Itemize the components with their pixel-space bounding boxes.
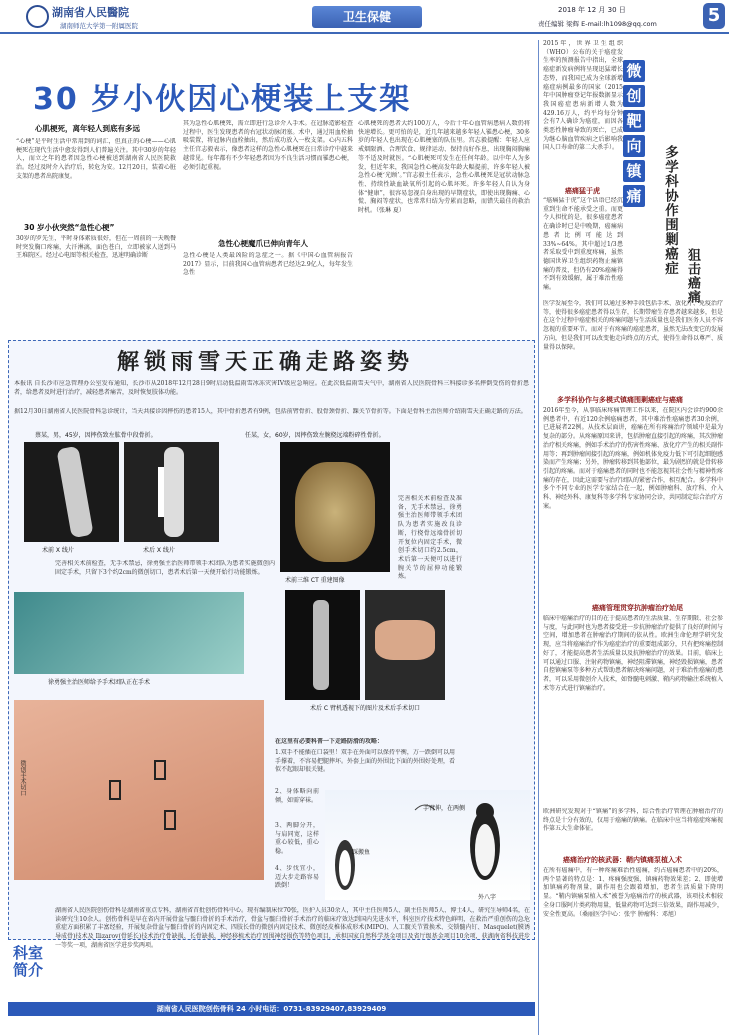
right-heading-1: 癌痛猛于虎 [565,187,600,195]
article1-col1: “心梗”是平时生活中常用到的词汇，但真正的心梗——心肌梗死在现代生活中愈发得到人们普遍关注。其中30岁的年轻人，而立之年的患者因急性心梗被送到湖南省人民医院救治。经过及时介入治疗后，转危为安。12月20日，装着心脏支架的患者出院康复。 [16,138,176,180]
boxed-title: 解锁雨雪天正确走路姿势 [117,349,415,375]
right-subtitle-2: 狙击癌痛 [685,248,700,304]
hospital-subtitle: 湖南师范大学第一附属医院 [60,22,138,30]
department-intro-text: 湖南省人民医院创伤骨科是湖南省重点专科，湖南省首批创伤骨科中心。现有编制床位70张，医护人员30余人，其中主任医师5人、副主任医师5人、博士4人，研究生导师4名，在读研究生10余人。创伤骨科是早在省内开展骨盆与髋臼骨折的手术治疗，骨盆与髋臼骨折手术治疗的临床疗效达到国内先进水平，科室医疗技术特色鲜明，在救治严重创伤的急危重症方面积累了丰富经验，开展复杂骨盆与髋臼骨折的内固定术、四肢长骨的微创内固定技术、微创经皮椎体成形术(MIPO)、人工髋关节置换术、交锁髓内钉、Masquelet(膜诱导成骨)技术及 Ilizarov(骨延长)技术治疗骨缺损、长骨缺损、神经移植术治疗周围神经损伤等特色项目，承担国家自然科学基金项目及省厅级基金项目10余项，获湖南省科技进步一等奖一项，湖南省医学进步奖两项。 [55,907,530,949]
tips-text: 1.双手不能插在口袋里！双手在外面可以保持平衡，万一跌倒可以用手撑着，不容易把腿摔坏。外套上面的外围比下面的外围好处理，看似不起眼却很关键。 [275,749,455,774]
article1-col1b: 30岁的罗先生，平时身体素质很好，但在一周前的一天晚餐时突发胸口疼痛，大汗淋漓，面色苍白，立即被家人送到马王堆院区。经过心电图等相关检查，迅速明确诊断 [16,235,176,260]
label-feet: 外八字 [478,894,497,901]
boxed-intro2: 据12月30日湖南省人民医院骨科急诊统计，当天共接诊因摔伤的患者15人，其中骨折患者有9例，包括前臂骨折、股骨颈骨折、踝关节骨折等。下面是骨科主治医师介绍雨雪天正确走路的方法。 [14,408,527,415]
hospital-seal-icon [26,5,49,28]
page-header [0,0,729,34]
tips-title: 在这里有必要科普一下走路防滑的攻略： [275,738,384,745]
right-title-chars [623,60,645,210]
right-p6: 欧洲研究发现对于“镇痛”的多学科，综合性治疗管理在肿瘤治疗的终点是十分有效的，仅用于癌痛的镇痛。在临床中应当将癌症疼痛视作第五大生命体征。 [543,808,723,833]
ct-caption: 术前三维 CT 重建图像 [285,577,345,584]
boxed-intro: 本报讯 自长沙市应急管理办公室发布通知，长沙市从2018年12月28日9时启动低温雨雪冰冻灾害IV级应急响应。在此次低温雨雪天气中，湖南省人民医院骨科三科接诊多名摔倒受伤的骨折患者，给患者及时进行治疗，减轻患者痛苦，及时恢复肢体功能。 [14,380,529,396]
right-heading-4: 癌痛治疗的核武器：鞘内镇痛泵植入术 [563,856,682,864]
editor-info: 责任编辑 梁辉 E-mail:lh1098@qq.com [538,20,657,28]
subheading-1: 心肌梗死，离年轻人到底有多远 [35,124,140,133]
right-p4: 2016年至今，从事临床疼痛管理工作以来，在院区内会诊约900余例患者中，有近120余例癌痛患者，其中难治性癌痛患者30余例，已进展者22例。从技术层面讲，癌痛在所有疼痛治疗领域中是最为复杂的部分。从疼痛原因来讲，包括肿瘤直接引起的疼痛，其次肿瘤治疗相关疼痛，例如手术治疗的伤害性疼痛、放化疗产生的相关副作用等；再到肿瘤间接引起的疼痛，例如机体免疫力低下可引起细胞感染而产生疼痛；另外，肿瘤转移到其他部位，最为剧烈的就是骨转移引起的疼痛。而对于癌痛患者的同时也不能忽视其社会性与精神性疼痛的存在，因此这需要与治疗团队的紧密合作，相互配合。多学科中多个不同专业的医学专家结合在一起，例如肿瘤科、放疗科、介入科、神经外科、康复科等多学科专家协同会诊，共同制定综合治疗方案。 [543,407,723,510]
surgery-caption: 徐勇强主治医师给予手术团队正在手术 [48,679,151,686]
right-p7: 在所有癌痛中，有一种疼痛难治性癌痛，约占癌痛患者中的20%，两个显著的特点是：1、疼痛强度强，镇痛药物效果差；2、即使增加镇痛药物剂量，副作用也会跟着增加，患者生活质量下降明显。“鞘内镇痛泵植入术”被誉为癌痛治疗的核武器，该项技术相较全身口服阿片类药物用量，低量药物可达到三倍效果，副作用减少，安全性更高。（桑丽医学中心：张宇 肿瘤科：邓旭） [543,867,723,918]
right-p2: “癌痛猛于虎”这个话语已经沉重到生命不能承受之重。而更令人担忧的是，很多癌症患者在确诊时已是中晚期，癌痛病患者比例可能达到33%~64%。其中超过1/3患者采取受中到重度疼痛，虽然德国世界卫生组织药物止痛镇痛的普及，但仍有20%癌痛得不到有效缓解，属于难治性癌痛。 [543,197,623,292]
subheading-2: 30 岁小伙突然“急性心梗” [24,223,115,232]
scar-photo [14,700,264,880]
subheading-3: 急性心梗魔爪已伸向青年人 [218,239,308,248]
surgery-photo [14,592,244,674]
hospital-logo: 湖南省人民醫院 [52,6,129,19]
title-char: 靶 [623,110,645,132]
article1-col2: 其为急性心肌梗死，需立即进行急诊介入手术。在冠脉造影检查过程中，医生发现患者的右冠状动脉闭塞。术中，通过用血栓抽吸装置，将冠脉内血栓抽出，然后成功放入一枚支架。心内五科主任宫志毅表示，像患者这样的急性心肌梗死在日常诊疗中越来越常见。每年都有不少年轻患者因为不良生活习惯而罹患心梗，必须引起重视。 [183,120,353,171]
right-subtitle-1: 多学科协作围剿癌症 [662,145,678,276]
postop-caption: 术后 C 臂机透视下的图片及术后手术切口 [310,705,421,712]
right-p1: 2015年，世界卫生组织（WHO）公布的关于癌症发生率的预测报告中指出，全球癌症新发病例将呈现迅猛增长态势，而我国已成为全球新增癌症病例最多的国家（2015年中国肿瘤登记年报数据显示我国癌症患病新增人数为429.16万人，约平均每分钟会有7人确诊为癌症，而因各类恶性肿瘤导致的死亡，已成为继心脑血管疾病之后影响我国人口寿命的第二大杀手）。 [543,40,623,152]
xray-postop-image [285,590,360,700]
tip-4: 4、步伐宜小，迈大步走路容易跌倒！ [275,865,319,890]
article1-col2b: 急性心梗是人类最凶险的急症之一。据《中国心血管病报告2017》显示，目前我国心血管病患者已经达2.9亿人，每年发生急性 [183,252,353,277]
label-walk: 踩搬鱼 [352,849,371,856]
tip-3: 3、两脚分开，与肩同宽，这样重心较低，重心稳。 [275,822,319,856]
right-p5: 临床中癌痛治疗的目的在于提高患者的生活质量、生存期限、社会参与度，与此同时也为患者接受进一步抗肿瘤治疗提供了良好的时间与空间，增加患者在肿瘤治疗期间的依从性。欧洲生命伦理学研究发现，应当将癌痛治疗作为癌症治疗的重要组成部分，只有把疼痛控制好了，才能提高患者生活质量以及抗肿瘤治疗的效果。目前，临床上可以通过口服、注射药物镇痛，神经阻滞镇痛，神经毁损镇痛，患者自控镇痛泵等多种方式帮助患者解决疼痛问题，对于难治性癌痛的患者，可以采用微创介入技术，如脊髓电刺激、鞘内药物输注系统植入术等方式进行镇痛治疗。 [543,615,723,692]
title-char: 痛 [623,185,645,207]
main-headline: 30 岁小伙因心梗装上支架 [33,82,412,117]
section-title: 卫生保健 [312,6,422,28]
right-heading-3: 癌痛管理贯穿抗肿瘤治疗始尾 [592,604,683,612]
ct-top-caption: 任某，女，60岁，因摔伤致左腕桡远端粉碎性骨折。 [245,432,385,439]
ct-3d-image [280,442,390,572]
page-number: 5 [703,3,725,29]
column-divider [538,40,539,1035]
xray-after-image [124,442,219,542]
xray-before-caption: 术前 X 线片 [42,547,74,554]
postop-incision-photo [365,590,445,700]
article1-col3: 心肌梗死的患者大约100万人，今后十年心血管病患病人数仍将快速增长。更可怕的是，近几年越来越多年轻人罹患心梗，30多岁的年轻人也出现在心肌梗塞的队伍里。宫志毅提醒：年轻人应戒烟限酒、合理饮食、规律运动、保持良好作息，出现胸闷胸痛等不适及时就医。“心肌梗死可发生在任何年龄。以中年人为多发，但近年来，我国急性心梗高发年龄大幅提前，许多年轻人被急性心梗‘光顾’。”宫志毅主任表示，急性心肌梗死是冠状动脉急性、持续性缺血缺氧所引起的心肌坏死。许多年轻人自认为身体“健康”，很容易忽视自身出现的早期症状，即使出现胸痛、心慌、胸闷等症状，也常常归结为劳累而忽略，而错失最佳的救治时机。（张琳 夏） [358,120,530,215]
scar-caption: 微创手术切口 [19,760,26,796]
title-char: 创 [623,85,645,107]
title-char: 向 [623,135,645,157]
right-heading-2: 多学科协作与多模式镇痛围剿癌症与癌痛 [557,396,683,404]
photo1-caption: 蔡某，男，45岁，因摔伤致左肱骨中段骨折。 [35,432,157,439]
boxed-fix-text: 完善相关术前检查及准备，无手术禁忌，徐勇强主治医师带领手术团队为患者实施改良诊断，行桡骨远端骨折切开复位内固定手术，微创手术切口约2.5cm，术后第一天便可以进行腕关节的屈伸功能锻炼。 [398,495,462,581]
issue-date: 2018 年 12 月 30 日 [558,6,626,14]
right-p3: 医学发展至今，我们可以通过多种手段包括手术、放化疗、免疫治疗等，使得很多癌症患者得以生存，长期带瘤生存患者越来越多，但是在这个过程中癌症相关的疼痛问题与生活质量也是我们医务人员不容忽视的重要环节。而对于有疼痛的癌症患者，虽然无法改变它的发展方向，但是我们可以改变他走向终点的方式，使得生命得以尊严、质量得以保障。 [543,300,723,351]
title-char: 微 [623,60,645,82]
xray-before-image [24,442,119,542]
department-intro-title: 科室简介 [12,944,43,979]
tip-2: 2、身体略向前倾，如需穿袜。 [275,788,319,804]
boxed-mid-text: 完善相关术前检查，无手术禁忌，徐勇强主治医师带领手术团队为患者实施微创内固定手术，只留下3个约2cm的微创切口，患者术后第一天便开始行功能锻炼。 [55,560,275,576]
footer-phone: 湖南省人民医院创伤骨科 24 小时电话：0731-83929407,83929409 [8,1002,535,1016]
label-hand: 手臂伸，在两侧 [423,805,466,812]
title-char: 镇 [623,160,645,182]
xray-after-caption: 术后 X 线片 [143,547,175,554]
